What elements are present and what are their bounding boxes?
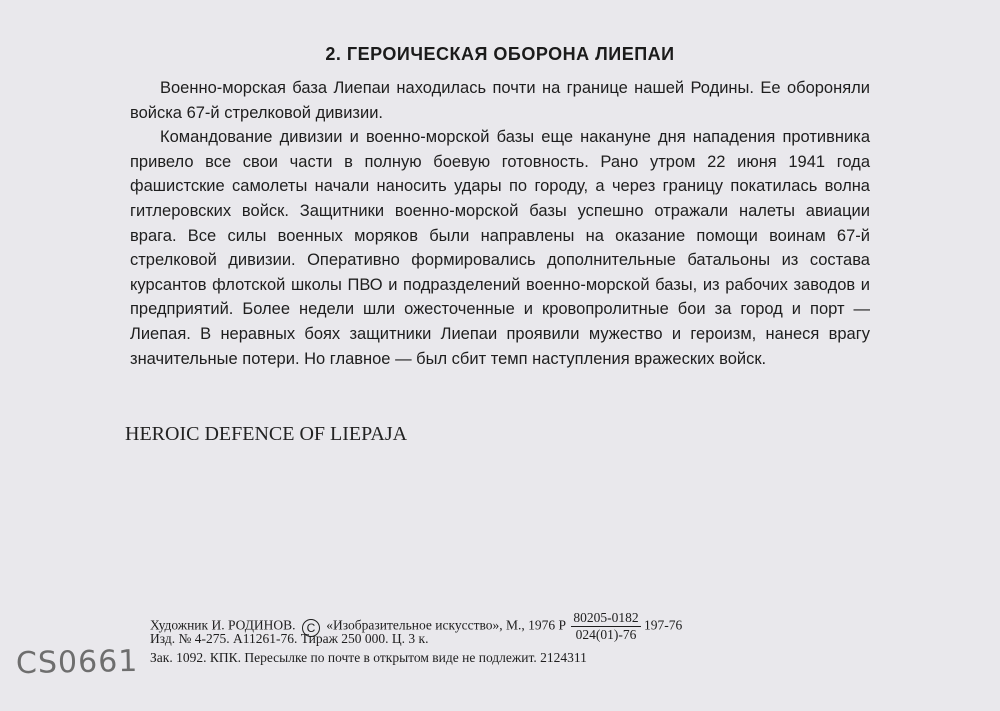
imprint-line-3: Зак. 1092. КПК. Пересылке по почте в открытом виде не подлежит. 2124311 bbox=[150, 650, 587, 665]
paragraph-1: Военно-морская база Лиепаи находилась почти на границе нашей Родины. Ее обороняли войска 67-й стрелковой дивизии. bbox=[130, 79, 870, 122]
body-text bbox=[130, 76, 870, 371]
imprint bbox=[150, 610, 870, 667]
imprint-line-2: Изд. № 4-275. А11261-76. Тираж 250 000. Ц. 3 к. bbox=[150, 631, 429, 646]
fraction-numerator: 80205-0182 bbox=[573, 610, 639, 625]
page-title: 2. ГЕРОИЧЕСКАЯ ОБОРОНА ЛИЕПАИ bbox=[325, 44, 675, 64]
english-title: HEROIC DEFENCE OF LIEPAJA bbox=[125, 423, 408, 445]
publisher-info: «Изобразительное искусство», М., 1976 Р bbox=[326, 617, 567, 633]
fraction-suffix: 197-76 bbox=[644, 617, 683, 633]
artist-credit: Художник И. РОДИНОВ. bbox=[150, 617, 296, 633]
copyright-icon: C bbox=[302, 619, 320, 637]
paragraph-2: Командование дивизии и военно-морской базы еще накануне дня нападения противника привело все свои части в полную боевую готовность. Рано утром 22 июня 1941 года фашистские самолеты начали наносить удары по городу, а через границу покатилась волна гитлеровских войск. Защитники военно-морской базы успешно отражали налеты авиации врага. Все силы военных моряков были направлены на оказание помощи воинам 67-й стрелковой дивизии. Оперативно формировались дополнительные батальоны из состава курсантов флотской школы ПВО и подразделений военно-морской базы, из рабочих заводов и предприятий. Более недели шли ожесточенные и кровопролитные бои за город и порт — Лиепая. В неравных боях защитники Лиепаи проявили мужество и героизм, нанеся врагу значительные потери. Но главное — был сбит темп наступления вражеских войск. bbox=[130, 128, 870, 368]
fraction-denominator: 024(01)-76 bbox=[575, 627, 637, 642]
handwritten-id: CS0661 bbox=[15, 643, 139, 682]
